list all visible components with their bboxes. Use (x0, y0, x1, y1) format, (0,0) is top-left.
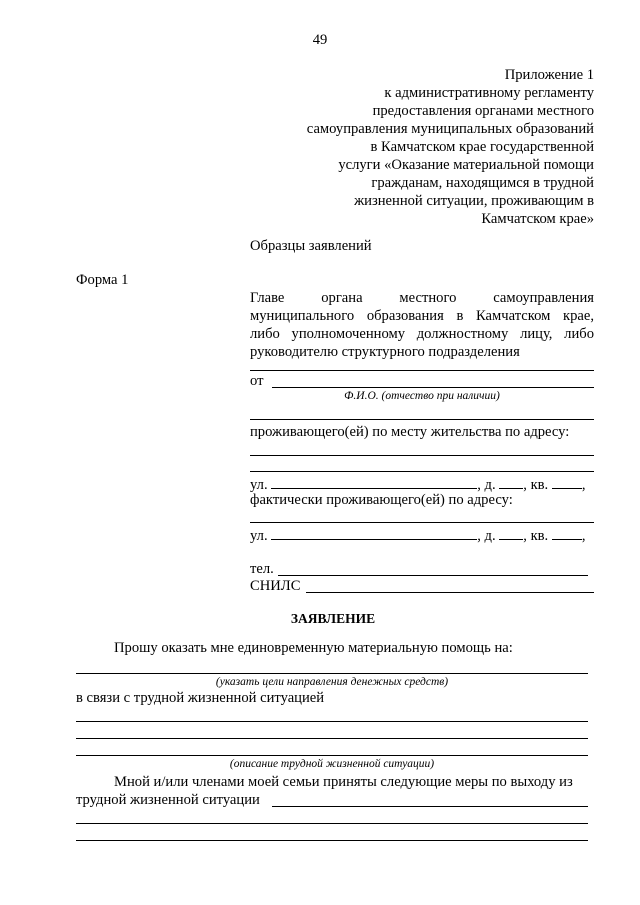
snils-field[interactable] (306, 592, 594, 593)
street-label: ул. (250, 528, 268, 544)
samples-title: Образцы заявлений (250, 238, 372, 254)
appendix-line: к административному регламенту (384, 85, 594, 101)
residence-field[interactable] (250, 455, 594, 456)
situation-field[interactable] (76, 755, 588, 756)
page-number: 49 (312, 32, 328, 48)
purpose-hint: (указать цели направления денежных средств) (215, 676, 449, 688)
appendix-line: самоуправления муниципальных образований (306, 121, 594, 137)
situation-field[interactable] (76, 721, 588, 722)
apt-field[interactable] (552, 526, 582, 540)
addressee-block (250, 289, 594, 361)
addressee-line: муниципального образования в Камчатском крае, (250, 308, 594, 324)
request-text: Прошу оказать мне единовременную материальную помощь на: (114, 640, 513, 656)
apt-label: , кв. (523, 477, 549, 493)
addressee-line: Главе органа местного самоуправления (250, 290, 594, 306)
address-row (250, 526, 600, 545)
measures-line: трудной жизненной ситуации (76, 792, 260, 808)
actual-residence-field[interactable] (250, 522, 594, 523)
blank-line[interactable] (250, 370, 594, 371)
measures-field[interactable] (272, 806, 588, 807)
statement-title: ЗАЯВЛЕНИЕ (290, 611, 376, 626)
measures-field[interactable] (76, 823, 588, 824)
situation-field[interactable] (76, 738, 588, 739)
appendix-line: гражданам, находящимся в трудной (371, 175, 594, 191)
purpose-field[interactable] (76, 673, 588, 674)
from-label: от (250, 373, 264, 389)
appendix-line: жизненной ситуации, проживающим в (354, 193, 594, 209)
residence-field[interactable] (250, 471, 594, 472)
appendix-line: Камчатском крае» (481, 211, 594, 227)
measures-line: Мной и/или членами моей семьи приняты следующие меры по выходу из (114, 774, 573, 790)
apt-label: , кв. (523, 528, 549, 544)
fio-hint: Ф.И.О. (отчество при наличии) (344, 390, 500, 402)
house-field[interactable] (499, 526, 523, 540)
addressee-line: либо уполномоченному должностному лицу, либо (250, 326, 594, 342)
reason-text: в связи с трудной жизненной ситуацией (76, 690, 325, 706)
appendix-line: в Камчатском крае государственной (370, 139, 594, 155)
residence-label: проживающего(ей) по месту жительства по адресу: (250, 424, 570, 440)
appendix-line: Приложение 1 (504, 67, 594, 83)
phone-field[interactable] (278, 575, 588, 576)
house-label: , д. (477, 528, 496, 544)
appendix-line: услуги «Оказание материальной помощи (338, 157, 594, 173)
street-field[interactable] (271, 526, 477, 540)
fio-field[interactable] (272, 387, 594, 388)
house-field[interactable] (499, 475, 523, 489)
form-label: Форма 1 (76, 272, 129, 288)
apt-field[interactable] (552, 475, 582, 489)
actual-residence-label: фактически проживающего(ей) по адресу: (250, 492, 513, 508)
comma: , (581, 528, 586, 544)
appendix-line: предоставления органами местного (372, 103, 594, 119)
measures-field[interactable] (76, 840, 588, 841)
blank-line[interactable] (250, 419, 594, 420)
addressee-line: руководителю структурного подразделения (250, 344, 520, 360)
street-label: ул. (250, 477, 268, 493)
house-label: , д. (477, 477, 496, 493)
snils-label: СНИЛС (250, 578, 301, 594)
comma: , (581, 477, 586, 493)
situation-hint: (описание трудной жизненной ситуации) (229, 758, 435, 770)
phone-label: тел. (250, 561, 274, 577)
appendix-block (254, 66, 594, 228)
street-field[interactable] (271, 475, 477, 489)
